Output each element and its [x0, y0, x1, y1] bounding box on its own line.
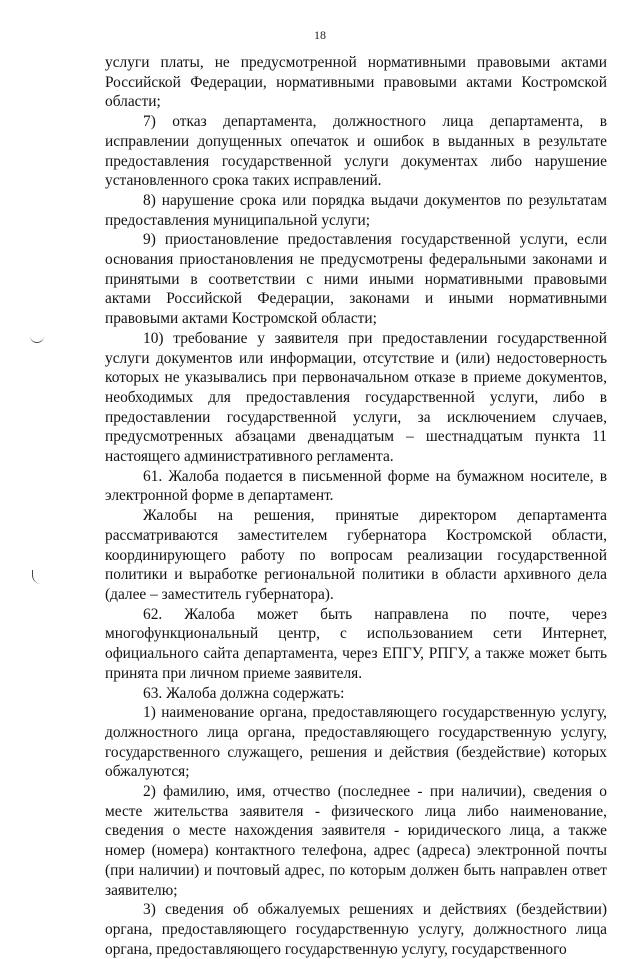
margin-mark: [30, 334, 44, 343]
paragraph: Жалобы на решения, принятые директором департамента рассматриваются заместителем губернатора Костромской области, координирующего работу по вопросам реализации государственной политики и выработке региональной политики в области архивного дела (далее – заместитель губернатора).: [105, 507, 607, 603]
paragraph: 63. Жалоба должна содержать:: [143, 684, 345, 702]
paragraph: 9) приостановление предоставления государственной услуги, если основания приостановления не предусмотрены федеральными законами и принятыми в соответствии с ними иными нормативными правовыми актами Российской Федерации, законами и иными нормативными правовыми актами Костромской области;: [105, 231, 607, 328]
paragraph: 3) сведения об обжалуемых решениях и действиях (бездействии) органа, предоставляющего государственную услугу, должностного лица органа, предоставляющего государственную услугу, государственного: [105, 901, 607, 958]
paragraph: 61. Жалоба подается в письменной форме на бумажном носителе, в электронной форме в департамент.: [105, 467, 607, 505]
page-number: 18: [314, 28, 326, 42]
paragraph: 62. Жалоба может быть направлена по почте, через многофункциональный центр, с использованием сети Интернет, официального сайта департамента, через ЕПГУ, РПГУ, а также может быть принята при личном приеме заявителя.: [105, 605, 607, 682]
document-body: [105, 53, 607, 959]
paragraph: 1) наименование органа, предоставляющего государственную услугу, должностного лица органа, предоставляющего государственную услугу, государственного служащего, решения и действия (бездействие) которых обжалуются;: [105, 704, 607, 781]
margin-mark: [32, 570, 41, 584]
paragraph: услуги платы, не предусмотренной нормативными правовыми актами Российской Федерации, нормативными правовыми актами Костромской области;: [105, 54, 607, 111]
paragraph: 7) отказ департамента, должностного лица департамента, в исправлении допущенных опечаток и ошибок в выданных в результате предоставления государственной услуги документах либо нарушение установленного срока таких исправлений.: [105, 113, 607, 190]
paragraph: 8) нарушение срока или порядка выдачи документов по результатам предоставления муниципальной услуги;: [105, 191, 607, 229]
paragraph: 10) требование у заявителя при предоставлении государственной услуги документов или информации, отсутствие и (или) недостоверность которых не указывались при первоначальном отказе в приеме документов, необходимых для предоставления государственной услуги, либо в предоставлении государственной услуги, за исключением случаев, предусмотренных абзацами двенадцатым – шестнадцатым пункта 11 настоящего административного регламента.: [105, 329, 607, 466]
paragraph: 2) фамилию, имя, отчество (последнее - при наличии), сведения о месте жительства заявителя - физического лица либо наименование, сведения о месте нахождения заявителя - юридического лица, а также номер (номера) контактного телефона, адрес (адреса) электронной почты (при наличии) и почтовый адрес, по которым должен быть направлен ответ заявителю;: [105, 783, 607, 899]
